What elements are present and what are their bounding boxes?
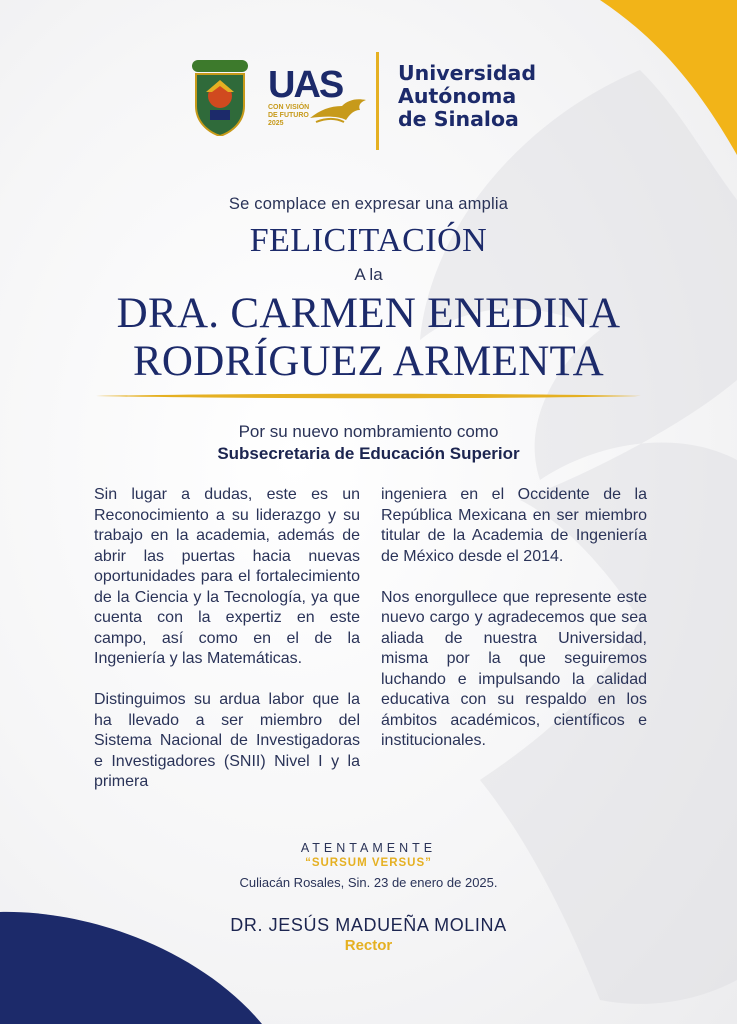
uas-logo-tagline: CON VISIÓN DE FUTURO 2025 [268, 104, 310, 127]
header-divider [376, 52, 379, 150]
body-paragraph: ingeniera en el Occidente de la República Mexicana en ser miembro titular de la Academia de Ingeniería de México desde el 2014. [381, 486, 647, 565]
intro-line: Se complace en expresar una amplia [228, 195, 509, 213]
uas-logo-text: UAS [268, 64, 343, 106]
place-date: Culiacán Rosales, Sin. 23 de enero de 2025. [239, 875, 498, 890]
body-paragraph: Nos enorgullece que represente este nuevo cargo y agradecemos que sea aliada de nuestra Universidad, misma por la que seguiremos luchando e impulsando la calidad educativa con su respaldo en los ámbitos académicos, científicos e institucionales. [381, 588, 647, 749]
motto: “SURSUM VERSUS” [305, 857, 432, 869]
body-paragraph: Distinguimos su ardua labor que la ha llevado a ser miembro del Sistema Nacional de Investigadoras e Investigadores (SNII) Nivel I y la primera [94, 691, 360, 790]
university-name-line: Autónoma [398, 84, 517, 108]
letter-title: FELICITACIÓN [249, 222, 488, 259]
signer-name: DR. JESÚS MADUEÑA MOLINA [230, 915, 507, 935]
school-coat-of-arms-icon [188, 58, 252, 136]
body-paragraph: Sin lugar a dudas, este es un Reconocimiento a su liderazgo y su trabajo en la academia, además de abrir las puertas hacia nuevas oportunidades para el fortalecimiento de la Ciencia y la Tecnología, ya que cuenta con la expertiz en este campo, así como en el de la Ingeniería y las Matemáticas. [94, 486, 360, 667]
closing-word: ATENTAMENTE [300, 841, 437, 855]
university-name-line: de Sinaloa [398, 107, 519, 131]
honoree-name [0, 290, 737, 386]
uas-logo [268, 66, 368, 132]
signer-role: Rector [344, 937, 393, 954]
body-column-right [381, 485, 647, 772]
university-name [398, 62, 558, 131]
addressee-prefix: A la [354, 265, 383, 284]
body-column-left [94, 485, 360, 813]
reason-line: Por su nuevo nombramiento como [238, 422, 499, 441]
gold-divider [96, 393, 641, 399]
position-title: Subsecretaria de Educación Superior [217, 444, 520, 463]
golden-eagle-icon [308, 92, 370, 126]
honoree-name-line: DRA. CARMEN ENEDINA [116, 290, 621, 337]
university-name-line: Universidad [398, 61, 537, 85]
honoree-name-line: RODRÍGUEZ ARMENTA [132, 338, 605, 385]
